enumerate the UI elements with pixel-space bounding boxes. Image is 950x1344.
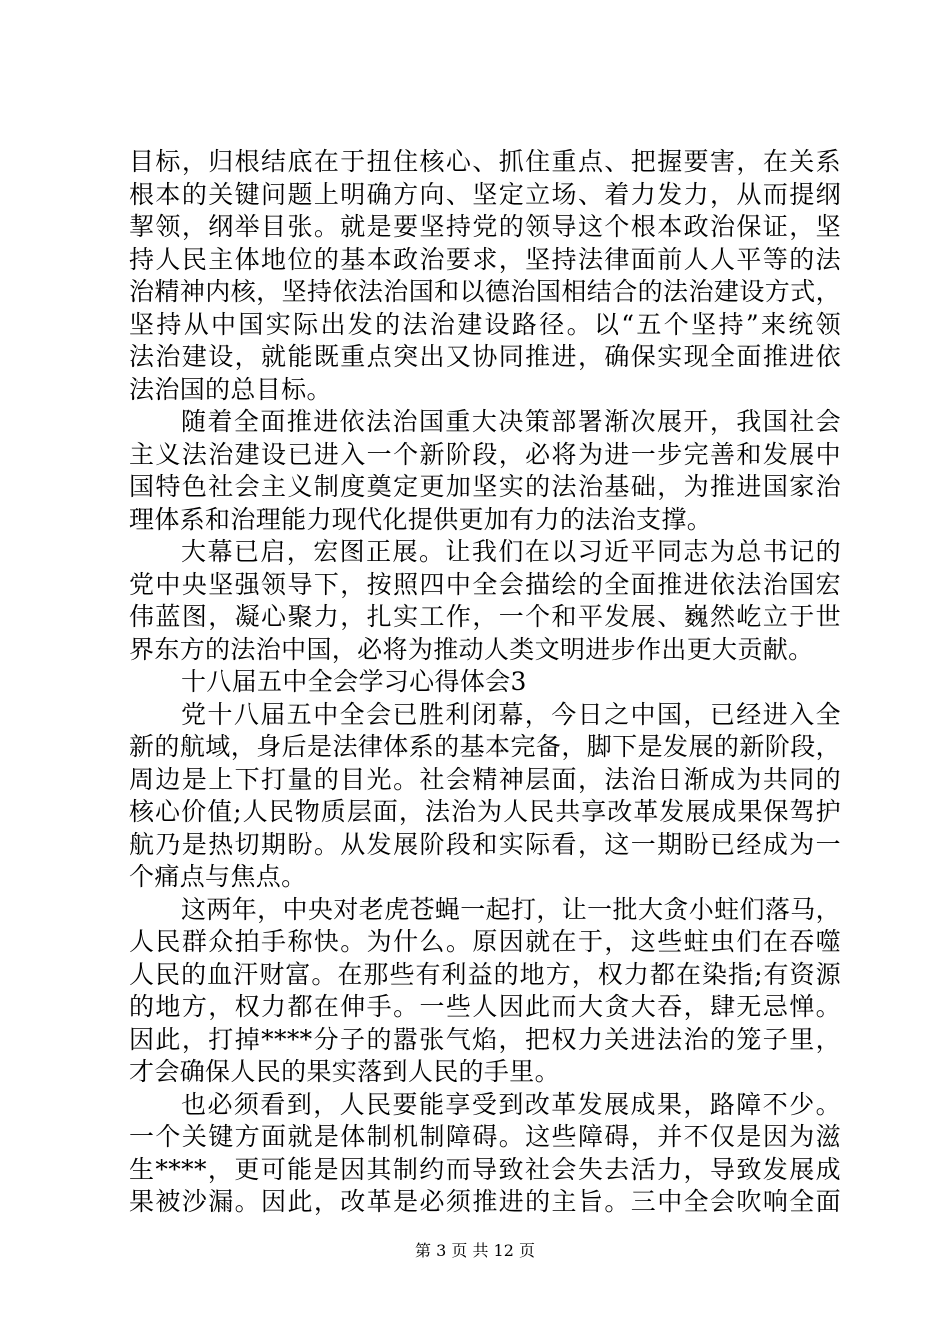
text-line: 因此，打掉****分子的嚣张气焰，把权力关进法治的笼子里， (129, 1024, 841, 1054)
text-line: 核心价值;人民物质层面，法治为人民共享改革发展成果保驾护 (129, 797, 841, 826)
paragraph-first-line: 也必须看到，人民要能享受到改革发展成果，路障不少。 (181, 1089, 841, 1119)
text-line: 治精神内核，坚持依法治国和以德治国相结合的法治建设方式， (129, 277, 841, 306)
text-line: 法治国的总目标。 (129, 374, 332, 404)
text-line: 航乃是热切期盼。从发展阶段和实际看，这一期盼已经成为一 (129, 829, 841, 859)
text-line: 根本的关键问题上明确方向、坚定立场、着力发力，从而提纲 (129, 179, 841, 209)
text-line: 伟蓝图，凝心聚力，扎实工作，一个和平发展、巍然屹立于世 (129, 602, 841, 631)
text-line: 界东方的法治中国，必将为推动人类文明进步作出更大贡献。 (129, 634, 814, 664)
text-line: 新的航域，身后是法律体系的基本完备，脚下是发展的新阶段， (129, 732, 841, 761)
text-line: 人民的血汗财富。在那些有利益的地方，权力都在染指;有资源 (129, 959, 841, 989)
text-line: 国特色社会主义制度奠定更加坚实的法治基础，为推进国家治 (129, 472, 841, 501)
text-line: 周边是上下打量的目光。社会精神层面，法治日渐成为共同的 (129, 764, 841, 794)
paragraph-first-line: 大幕已启，宏图正展。让我们在以习近平同志为总书记的 (181, 537, 841, 566)
document-body (129, 146, 841, 1219)
text-line: 一个关键方面就是体制机制障碍。这些障碍，并不仅是因为滋 (129, 1122, 841, 1151)
text-line: 挈领，纲举目张。就是要坚持党的领导这个根本政治保证，坚 (129, 212, 841, 241)
section-heading: 十八届五中全会学习心得体会3 (181, 667, 527, 696)
text-line: 果被沙漏。因此，改革是必须推进的主旨。三中全会吹响全面 (129, 1187, 841, 1216)
text-line: 主义法治建设已进入一个新阶段，必将为进一步完善和发展中 (129, 439, 841, 469)
text-line: 理体系和治理能力现代化提供更加有力的法治支撑。 (129, 504, 713, 534)
text-line: 个痛点与焦点。 (129, 862, 307, 891)
paragraph-first-line: 党十八届五中全会已胜利闭幕，今日之中国，已经进入全 (181, 699, 841, 729)
text-line: 目标，归根结底在于扭住核心、抓住重点、把握要害，在关系 (129, 147, 841, 176)
text-line: 人民群众拍手称快。为什么。原因就在于，这些蛀虫们在吞噬 (129, 927, 841, 956)
text-line: 法治建设，就能既重点突出又协同推进，确保实现全面推进依 (129, 342, 841, 371)
text-line: 党中央坚强领导下，按照四中全会描绘的全面推进依法治国宏 (129, 569, 841, 599)
paragraph-first-line: 随着全面推进依法治国重大决策部署渐次展开，我国社会 (181, 407, 841, 436)
paragraph-first-line: 这两年，中央对老虎苍蝇一起打，让一批大贪小蛀们落马， (181, 894, 841, 924)
text-line: 的地方，权力都在伸手。一些人因此而大贪大吞，肆无忌惮。 (129, 992, 841, 1021)
page-number-footer: 第 3 页 共 12 页 (415, 1241, 535, 1260)
text-line: 持人民主体地位的基本政治要求，坚持法律面前人人平等的法 (129, 244, 841, 274)
text-line: 才会确保人民的果实落到人民的手里。 (129, 1057, 560, 1086)
text-line: 坚持从中国实际出发的法治建设路径。以“五个坚持”来统领 (129, 309, 841, 339)
text-line: 生****，更可能是因其制约而导致社会失去活力，导致发展成 (129, 1154, 841, 1184)
